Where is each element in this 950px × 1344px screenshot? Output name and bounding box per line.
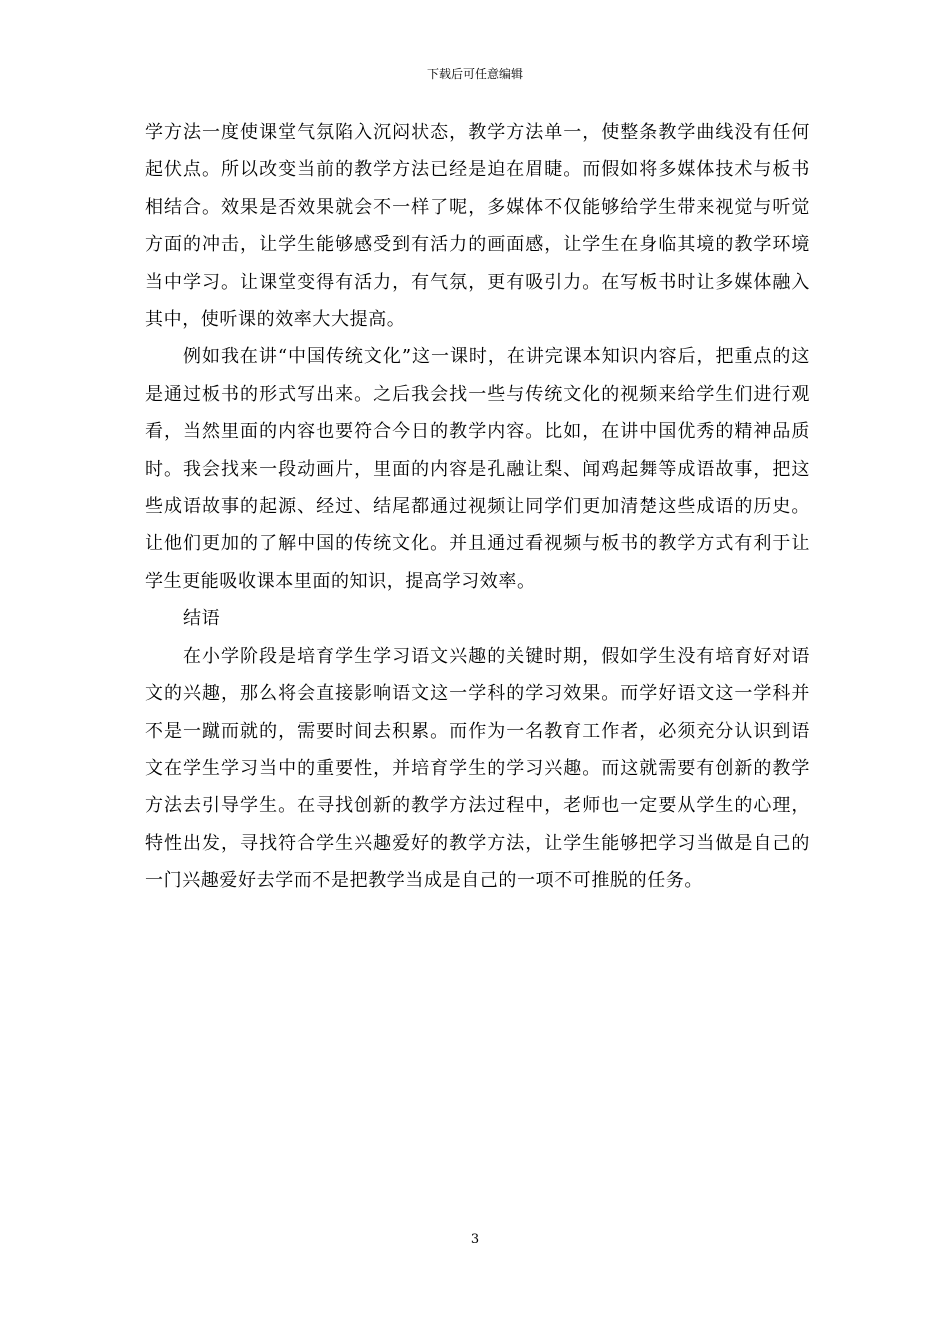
document-body xyxy=(145,114,810,900)
paragraph-conclusion: 在小学阶段是培育学生学习语文兴趣的关键时期，假如学生没有培育好对语文的兴趣，那么将会直接影响语文这一学科的学习效果。而学好语文这一学科并不是一蹴而就的，需要时间去积累。而作为一名教育工作者，必须充分认识到语文在学生学习当中的重要性，并培育学生的学习兴趣。而这就需要有创新的教学方法去引导学生。在寻找创新的教学方法过程中，老师也一定要从学生的心理，特性出发，寻找符合学生兴趣爱好的教学方法，让学生能够把学习当做是自己的一门兴趣爱好去学而不是把教学当成是自己的一项不可推脱的任务。 xyxy=(145,645,810,892)
section-heading-conclusion: 结语 xyxy=(183,608,221,630)
page-header-note: 下载后可任意编辑 xyxy=(426,67,523,81)
paragraph-continuation: 学方法一度使课堂气氛陷入沉闷状态，教学方法单一，使整条教学曲线没有任何起伏点。所以改变当前的教学方法已经是迫在眉睫。而假如将多媒体技术与板书相结合。效果是否效果就会不一样了呢，多媒体不仅能够给学生带来视觉与听觉方面的冲击，让学生能够感受到有活力的画面感，让学生在身临其境的教学环境当中学习。让课堂变得有活力，有气氛，更有吸引力。在写板书时让多媒体融入其中，使听课的效率大大提高。 xyxy=(145,122,810,331)
paragraph-example: 例如我在讲“中国传统文化”这一课时，在讲完课本知识内容后，把重点的这是通过板书的形式写出来。之后我会找一些与传统文化的视频来给学生们进行观看，当然里面的内容也要符合今日的教学内容。比如，在讲中国优秀的精神品质时。我会找来一段动画片，里面的内容是孔融让梨、闻鸡起舞等成语故事，把这些成语故事的起源、经过、结尾都通过视频让同学们更加清楚这些成语的历史。让他们更加的了解中国的传统文化。并且通过看视频与板书的教学方式有利于让学生更能吸收课本里面的知识，提高学习效率。 xyxy=(145,346,810,592)
page-number: 3 xyxy=(470,1232,480,1247)
